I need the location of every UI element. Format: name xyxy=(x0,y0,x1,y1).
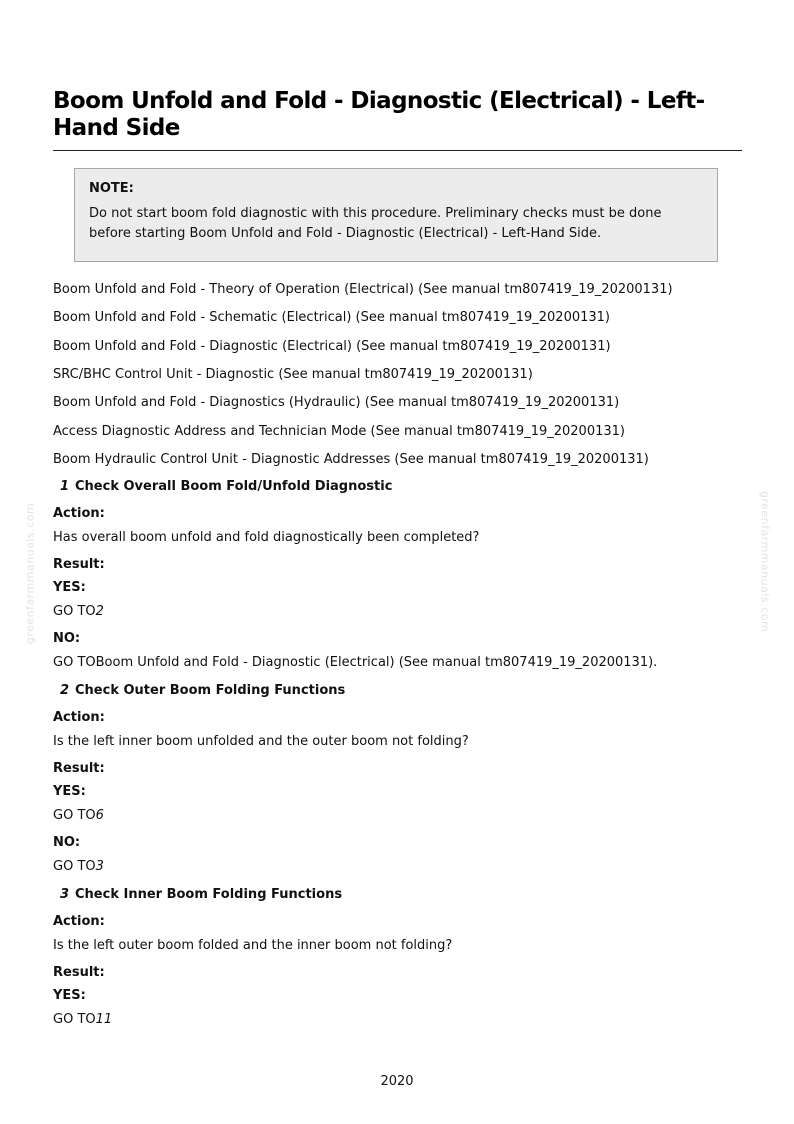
goto-prefix: GO TO xyxy=(53,859,96,874)
reference-link[interactable]: SRC/BHC Control Unit - Diagnostic (See manual tm807419_19_20200131) xyxy=(53,366,533,382)
yes-goto xyxy=(53,602,743,630)
action-label: Action: xyxy=(53,914,105,929)
goto-prefix: GO TO xyxy=(53,808,96,823)
action-text: Is the left outer boom folded and the inner boom not folding? xyxy=(53,938,453,953)
reference-link[interactable]: Boom Unfold and Fold - Diagnostic (Electrical) (See manual tm807419_19_20200131) xyxy=(53,338,611,354)
action-text: Is the left inner boom unfolded and the outer boom not folding? xyxy=(53,734,469,749)
step-heading xyxy=(53,885,743,913)
goto-link[interactable]: 2 xyxy=(95,604,104,619)
goto-link[interactable]: 3 xyxy=(95,859,104,874)
reference-list xyxy=(53,280,673,478)
watermark: greenfarmmanuals.com xyxy=(23,502,37,645)
action-label: Action: xyxy=(53,710,105,725)
page-number: 2020 xyxy=(380,1074,414,1089)
no-label: NO: xyxy=(53,835,81,850)
result-label: Result: xyxy=(53,761,105,776)
yes-label: YES: xyxy=(53,580,86,595)
action-text: Has overall boom unfold and fold diagnostically been completed? xyxy=(53,530,480,545)
step-title: Check Overall Boom Fold/Unfold Diagnostic xyxy=(75,479,393,494)
reference-link[interactable]: Access Diagnostic Address and Technician Mode (See manual tm807419_19_20200131) xyxy=(53,423,625,439)
step-heading xyxy=(53,681,743,709)
no-goto xyxy=(53,857,743,885)
goto-prefix: GO TO xyxy=(53,655,96,670)
result-label: Result: xyxy=(53,965,105,980)
note-box xyxy=(74,168,718,262)
result-label: Result: xyxy=(53,557,105,572)
reference-link[interactable]: Boom Unfold and Fold - Theory of Operation (Electrical) (See manual tm807419_19_20200131) xyxy=(53,282,673,297)
step-number: 2 xyxy=(59,683,69,698)
step-title: Check Outer Boom Folding Functions xyxy=(75,683,346,698)
yes-goto xyxy=(53,1010,743,1038)
yes-goto xyxy=(53,806,743,834)
step-number: 1 xyxy=(59,479,69,494)
page-title: Boom Unfold and Fold - Diagnostic (Electrical) - Left-Hand Side xyxy=(53,88,705,141)
yes-label: YES: xyxy=(53,784,86,799)
diagnostic-steps xyxy=(53,477,743,1038)
no-goto xyxy=(53,653,743,681)
reference-link[interactable]: Boom Unfold and Fold - Schematic (Electrical) (See manual tm807419_19_20200131) xyxy=(53,310,611,326)
no-label: NO: xyxy=(53,631,81,646)
yes-label: YES: xyxy=(53,988,86,1003)
step-title: Check Inner Boom Folding Functions xyxy=(75,887,343,902)
reference-link[interactable]: Boom Unfold and Fold - Diagnostics (Hydraulic) (See manual tm807419_19_20200131) xyxy=(53,395,620,411)
reference-link[interactable]: Boom Hydraulic Control Unit - Diagnostic Addresses (See manual tm807419_19_20200131) xyxy=(53,451,649,467)
goto-prefix: GO TO xyxy=(53,1012,96,1027)
action-label: Action: xyxy=(53,506,105,521)
watermark: greenfarmmanuals.com xyxy=(758,490,772,633)
goto-link[interactable]: 11 xyxy=(95,1012,113,1027)
goto-link[interactable]: Boom Unfold and Fold - Diagnostic (Electrical) (See manual tm807419_19_20200131). xyxy=(95,655,658,670)
goto-link[interactable]: 6 xyxy=(95,808,104,823)
step-heading xyxy=(53,477,743,505)
note-text: Do not start boom fold diagnostic with this procedure. Preliminary checks must be done before starting Boom Unfold and Fold - Diagnostic (Electrical) - Left-Hand Side. xyxy=(89,206,662,241)
title-divider xyxy=(53,150,742,151)
goto-prefix: GO TO xyxy=(53,604,96,619)
step-number: 3 xyxy=(59,887,69,902)
note-heading: NOTE: xyxy=(89,181,134,196)
